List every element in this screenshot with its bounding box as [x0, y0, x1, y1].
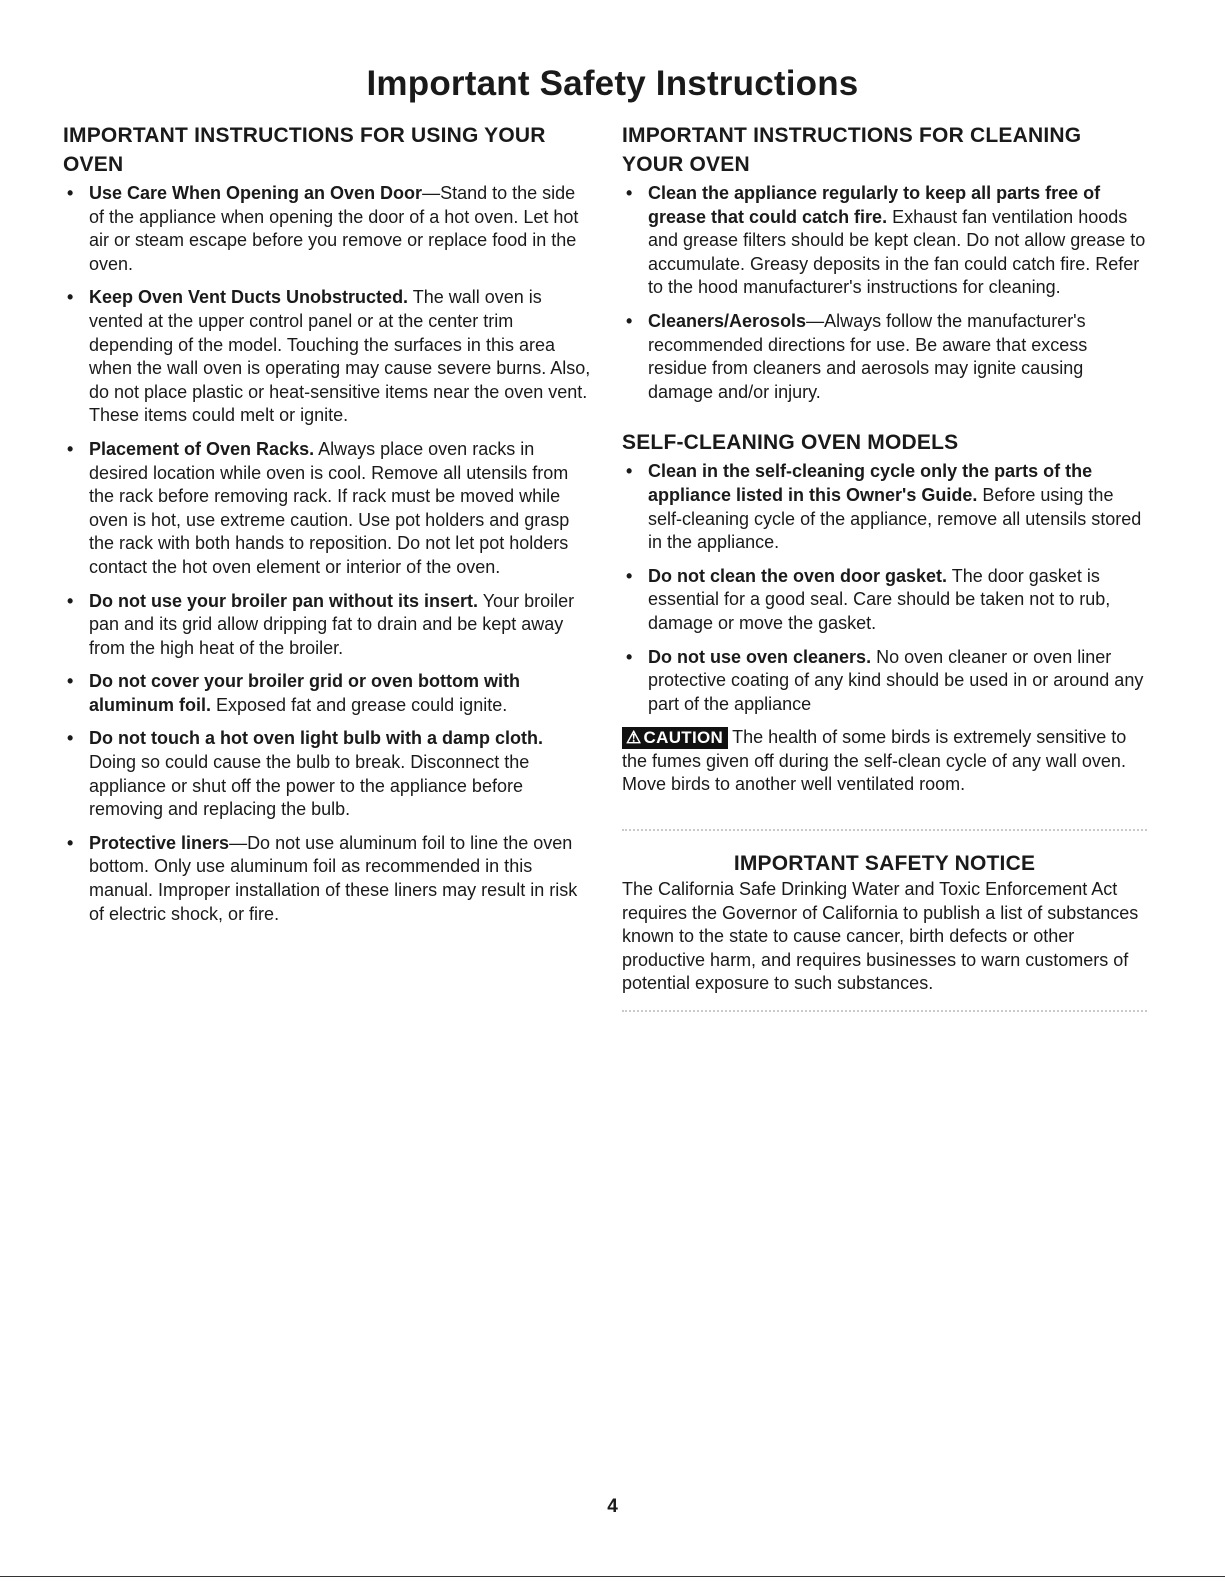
safety-notice-body: The California Safe Drinking Water and Toxic Enforcement Act requires the Governor of California to publish a list of substances known to the state to cause cancer, birth defects or other productive harm, and requires businesses to warn customers of potential exposure to such substances. — [622, 879, 1139, 994]
item-lead: Do not touch a hot oven light bulb with a damp cloth. — [89, 728, 543, 749]
safety-notice-title: IMPORTANT SAFETY NOTICE — [733, 852, 1036, 876]
list-item — [622, 460, 1147, 554]
bullet-icon: • — [67, 183, 74, 203]
list-item — [63, 727, 593, 821]
item-text: Your broiler pan and its grid allow dripping fat to drain and be kept away from the high heat of the broiler. — [89, 590, 575, 658]
caution-paragraph — [622, 726, 1147, 797]
bullet-icon: • — [626, 565, 633, 586]
bullet-icon: • — [67, 671, 74, 692]
item-lead: Protective liners — [89, 832, 230, 853]
list-item — [622, 646, 1147, 717]
self-cleaning-heading: SELF-CLEANING OVEN MODELS — [622, 431, 959, 455]
list-item — [622, 182, 1147, 300]
caution-badge — [622, 727, 728, 749]
bullet-icon: • — [67, 287, 74, 308]
list-item — [622, 565, 1147, 636]
page-number: 4 — [607, 1496, 618, 1517]
using-oven-list — [63, 182, 593, 926]
warning-triangle-icon: ⚠ — [626, 728, 642, 748]
item-lead: Use Care When Opening an Oven Door — [89, 183, 423, 203]
list-item — [63, 182, 593, 276]
caution-label: CAUTION — [643, 728, 724, 748]
page-bottom-rule — [0, 1576, 1225, 1577]
item-text: —Always follow the manufacturer's recommended directions for use. Be aware that excess residue from cleaners and aerosols may ignite causing damage and/or injury. — [648, 310, 1088, 402]
item-lead: Clean the appliance regularly to keep all parts free of grease that could catch fire. — [648, 183, 1101, 227]
bullet-icon: • — [626, 310, 633, 331]
item-lead: Keep Oven Vent Ducts Unobstructed. — [89, 287, 409, 308]
bullet-icon: • — [626, 183, 633, 203]
bullet-icon: • — [626, 461, 633, 482]
list-item — [63, 832, 593, 926]
list-item — [63, 670, 593, 717]
item-text: —Stand to the side of the appliance when opening the door of a hot oven. Let hot air or steam escape before you remove or replace food in the oven. — [89, 183, 579, 274]
item-text: —Do not use aluminum foil to line the oven bottom. Only use aluminum foil as recommended in this manual. Improper installation of these liners may result in risk of electric shock, or fire. — [89, 832, 578, 924]
item-text: Always place oven racks in desired location while oven is cool. Remove all utensils from the rack before removing rack. If rack must be moved while oven is hot, use extreme caution. Use pot holders and grasp the rack with both hands to reposition. Do not let pot holders contact the hot oven element or interior of the oven. — [89, 438, 570, 577]
item-lead: Cleaners/Aerosols — [648, 310, 807, 331]
item-text: Exposed fat and grease could ignite. — [211, 694, 508, 715]
page-title: Important Safety Instructions — [366, 64, 859, 103]
bullet-icon: • — [67, 832, 74, 853]
item-lead: Clean in the self-cleaning cycle only the parts of the appliance listed in this Owner's Guide. — [648, 461, 1093, 505]
notice-top-divider — [622, 829, 1147, 831]
right-column — [622, 121, 1147, 1012]
cleaning-oven-list — [622, 182, 1147, 404]
item-text: Before using the self-cleaning cycle of the appliance, remove all utensils stored in the appliance. — [648, 484, 1142, 553]
item-lead: Do not clean the oven door gasket. — [648, 565, 948, 586]
item-text: Doing so could cause the bulb to break. Disconnect the appliance or shut off the power to the appliance before removing and replacing the bulb. — [89, 752, 530, 820]
using-oven-heading: IMPORTANT INSTRUCTIONS FOR USING YOUR OVEN — [63, 124, 546, 176]
item-text: The door gasket is essential for a good seal. Care should be taken not to rub, damage or move the gasket. — [648, 565, 1111, 633]
item-lead: Do not use oven cleaners. — [648, 646, 872, 667]
list-item — [63, 590, 593, 661]
list-item — [622, 310, 1147, 404]
bullet-icon: • — [67, 438, 74, 459]
self-cleaning-list — [622, 460, 1147, 716]
item-text: Exhaust fan ventilation hoods and grease filters should be kept clean. Do not allow grease to accumulate. Greasy deposits in the fan could catch fire. Refer to the hood manufacturer's instructions for cleaning. — [648, 206, 1146, 298]
bullet-icon: • — [626, 646, 633, 667]
list-item — [63, 438, 593, 580]
bullet-icon: • — [67, 590, 74, 611]
item-lead: Do not use your broiler pan without its insert. — [89, 590, 479, 611]
list-item — [63, 286, 593, 428]
item-lead: Placement of Oven Racks. — [89, 438, 315, 459]
caution-text: The health of some birds is extremely sensitive to the fumes given off during the self-clean cycle of any wall oven. Move birds to another well ventilated room. — [622, 727, 1127, 795]
bullet-icon: • — [67, 728, 74, 749]
item-text: No oven cleaner or oven liner protective coating of any kind should be used in or around any part of the appliance — [648, 646, 1144, 714]
cleaning-oven-heading: IMPORTANT INSTRUCTIONS FOR CLEANING YOUR OVEN — [622, 124, 1082, 176]
left-column — [63, 121, 593, 936]
item-lead: Do not cover your broiler grid or oven bottom with aluminum foil. — [89, 671, 521, 715]
item-text: The wall oven is vented at the upper control panel or at the center trim depending of the model. Touching the surfaces in this area when the wall oven is operating may cause severe burns. Also, do not place plastic or heat-sensitive items near the oven vent. These items could melt or ignite. — [89, 287, 591, 426]
notice-bottom-divider — [622, 1010, 1147, 1012]
